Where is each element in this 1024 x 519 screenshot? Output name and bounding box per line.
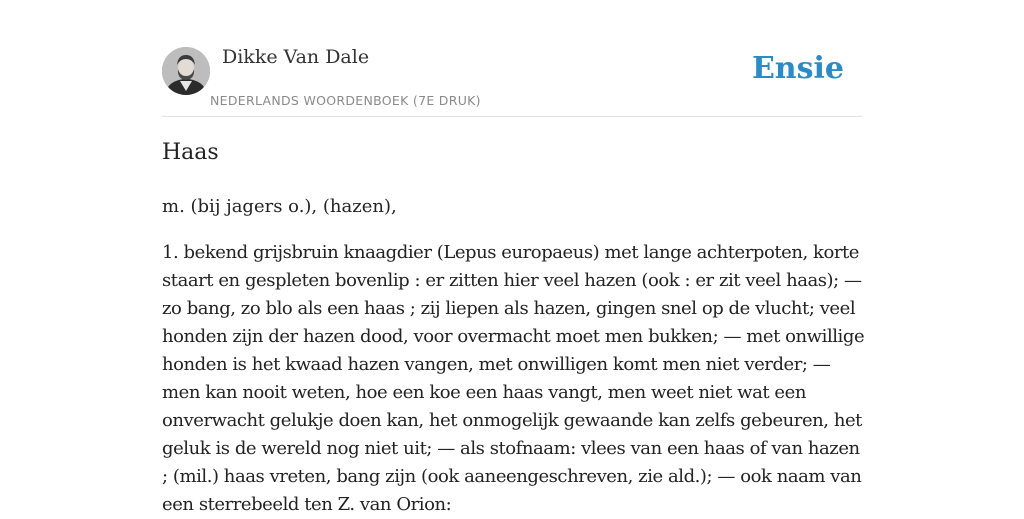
page-container: [162, 0, 865, 515]
portrait-icon: [162, 47, 210, 95]
entry-definition: 1. bekend grijsbruin knaagdier (Lepus europaeus) met lange achterpoten, korte staart en gespleten bovenlip : er zitten hier veel hazen (ook : er zit veel haas); — zo bang, zo blo als een haas ; zij liepen als hazen, gingen snel op de vlucht; veel honden zijn der hazen dood, voor overmacht moet men bukken; — met onwillige honden is het kwaad hazen vangen, met onwilligen komt men niet verder; — men kan nooit weten, hoe een koe een haas vangt, men weet niet wat een onverwacht gelukje doen kan, het onmogelijk gewaande kan zelfs gebeuren, het geluk is de wereld nog niet uit; — als stofnaam: vlees van een haas of van hazen ; (mil.) haas vreten, bang zijn (ook aaneengeschreven, zie ald.); — ook naam van een sterrebeeld ten Z. van Orion:: [162, 242, 865, 515]
author-name[interactable]: Dikke Van Dale: [222, 46, 370, 68]
entry-grammar: m. (bij jagers o.), (hazen),: [162, 196, 397, 217]
source-name[interactable]: NEDERLANDS WOORDENBOEK (7E DRUK): [210, 93, 481, 108]
entry-header: [162, 0, 862, 117]
entry-title: Haas: [162, 140, 219, 165]
brand-logo[interactable]: Ensie: [751, 51, 844, 86]
author-avatar[interactable]: [162, 47, 210, 95]
